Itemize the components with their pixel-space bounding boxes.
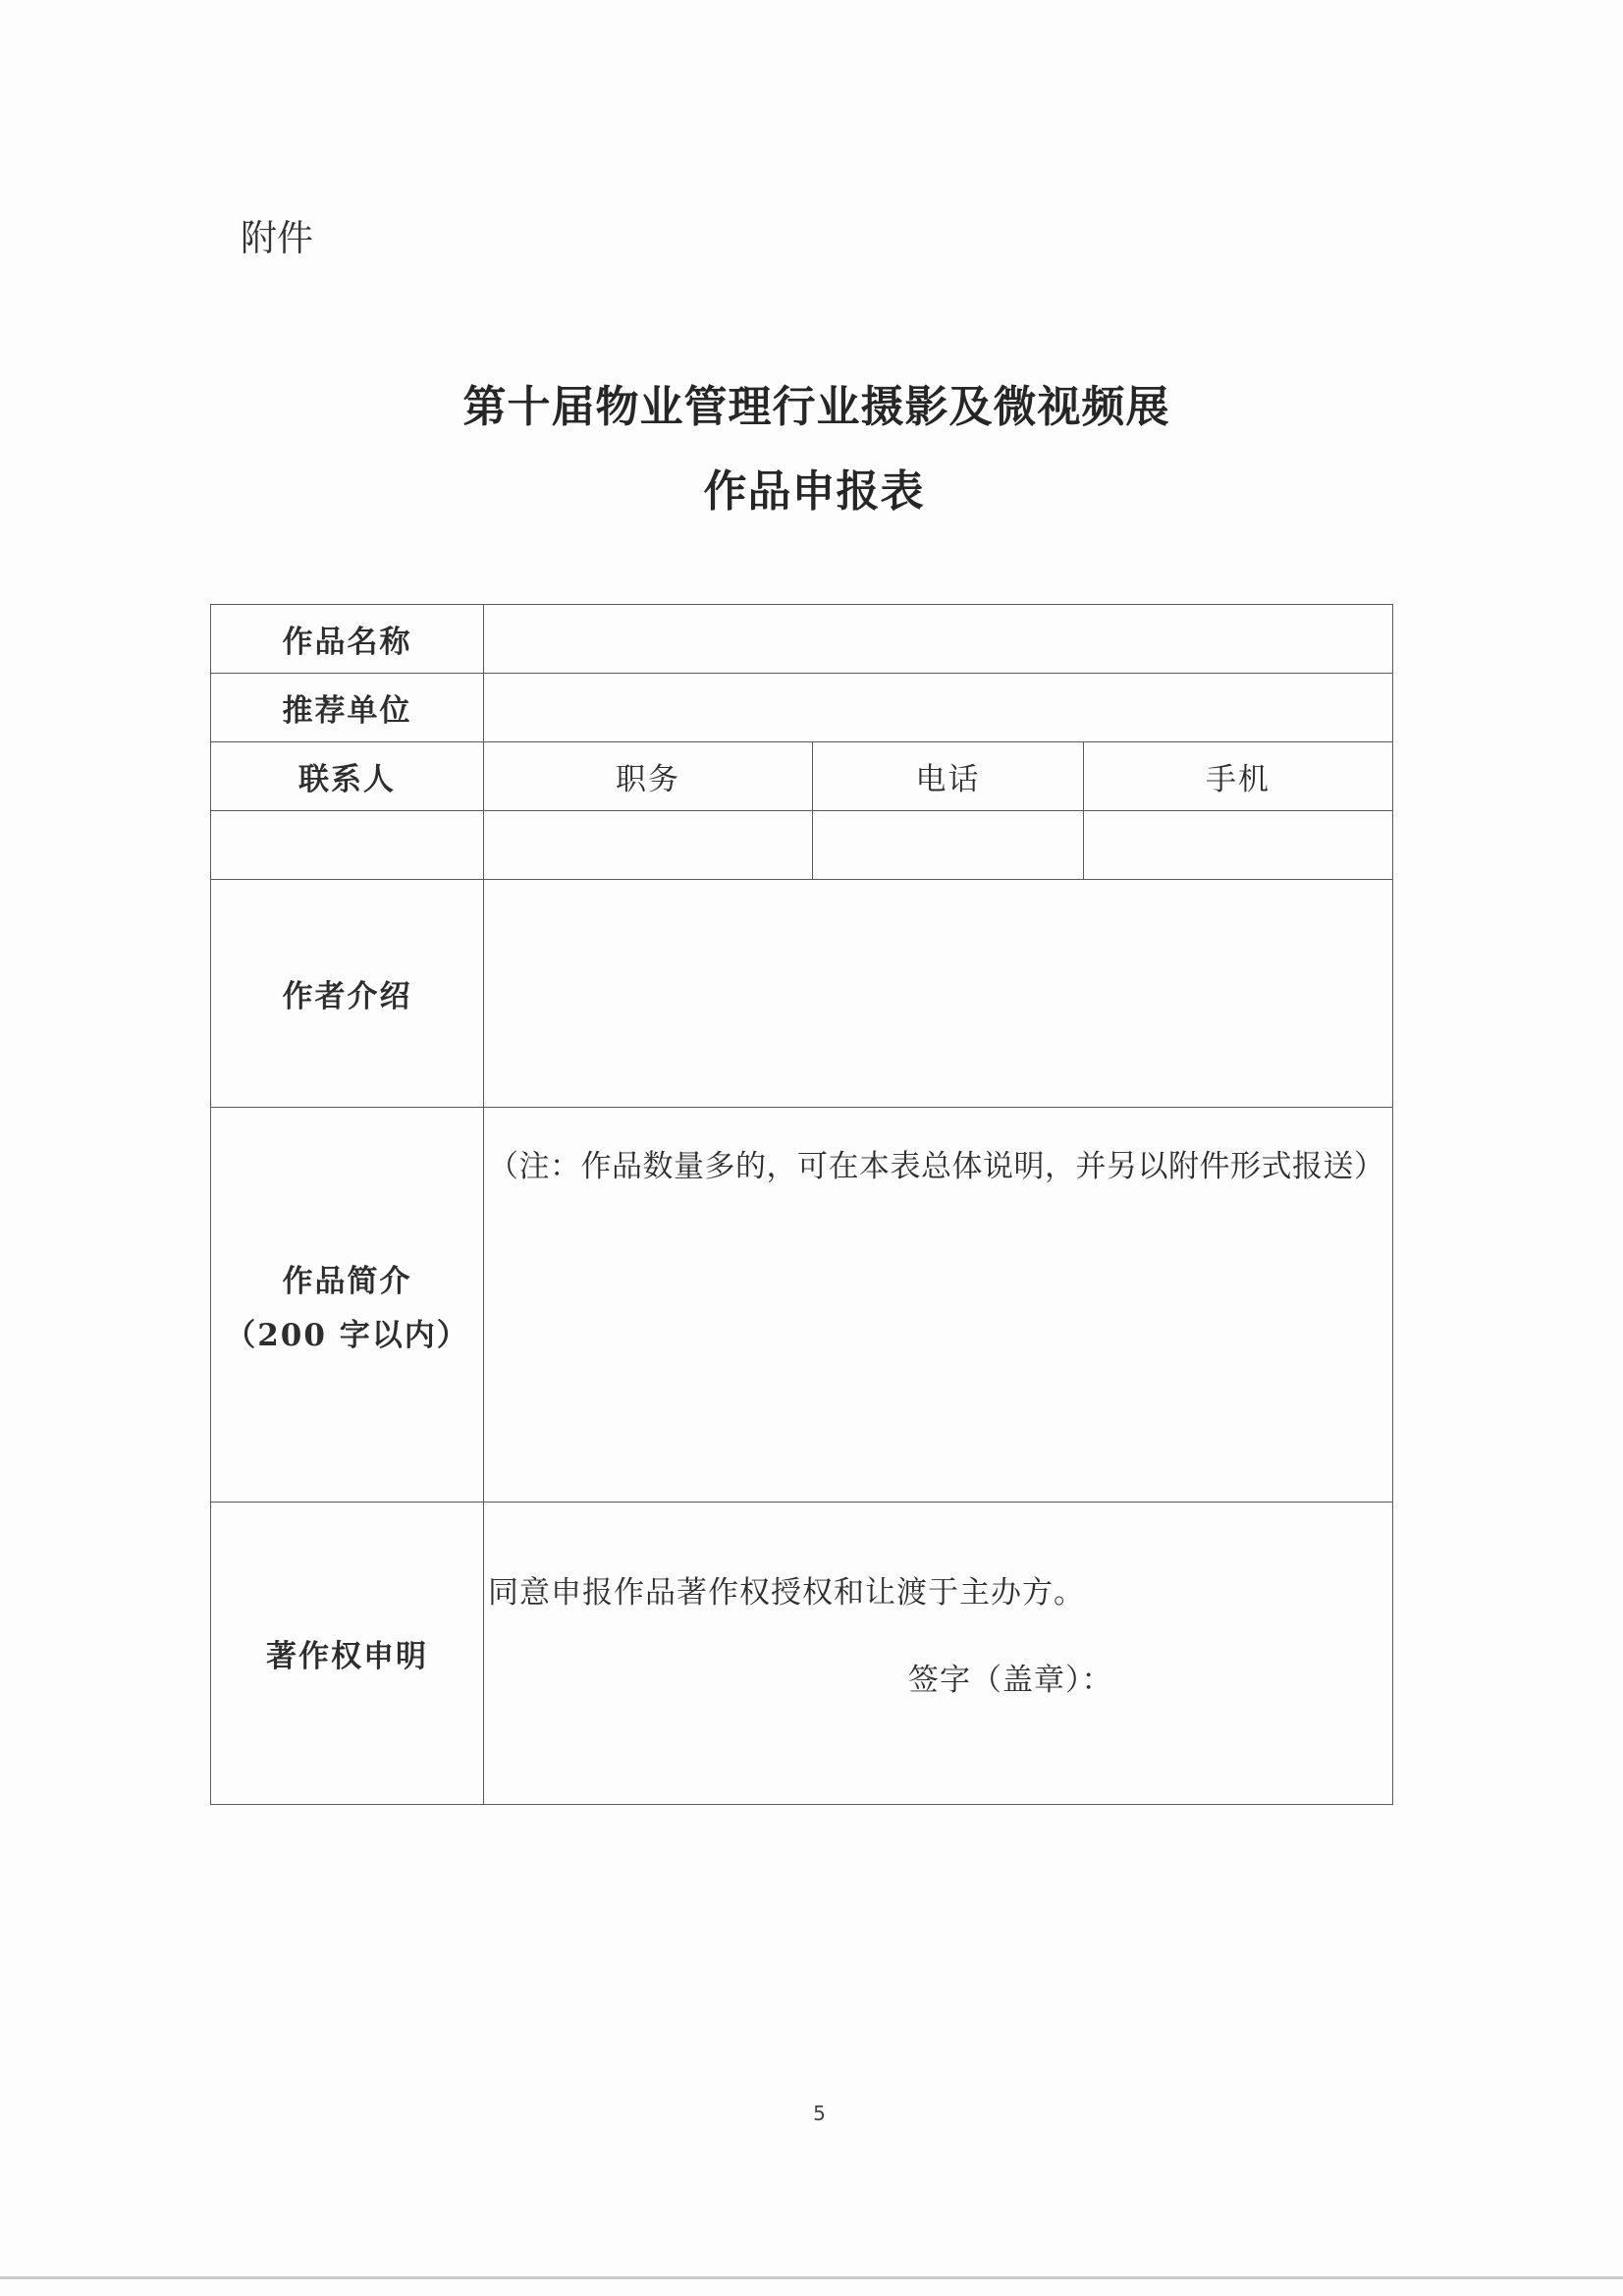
author-intro-label: 作者介绍 <box>211 880 484 1108</box>
application-form-table <box>210 604 1393 1805</box>
contact-person-label: 联系人 <box>211 742 484 811</box>
row-recommending-unit <box>211 674 1393 742</box>
work-name-field[interactable] <box>484 605 1393 674</box>
phone-field[interactable] <box>813 811 1084 880</box>
mobile-field[interactable] <box>1084 811 1393 880</box>
copyright-label: 著作权申明 <box>211 1503 484 1805</box>
row-work-summary <box>211 1108 1393 1503</box>
mobile-label: 手机 <box>1084 742 1393 811</box>
row-author-intro <box>211 880 1393 1108</box>
row-contact-values <box>211 811 1393 880</box>
signature-label: 签字（盖章）： <box>908 1663 1113 1698</box>
recommending-unit-field[interactable] <box>484 674 1393 742</box>
scan-edge-line <box>0 2276 1623 2279</box>
position-label: 职务 <box>484 742 813 811</box>
work-summary-field[interactable] <box>484 1108 1393 1503</box>
copyright-field[interactable] <box>484 1503 1393 1805</box>
row-copyright <box>211 1503 1393 1805</box>
work-summary-label: 作品简介 <box>282 1263 412 1299</box>
row-contact-headers <box>211 742 1393 811</box>
form-title: 第十届物业管理行业摄影及微视频展 <box>462 382 1170 432</box>
copyright-statement: 同意申报作品著作权授权和让渡于主办方。 <box>488 1575 1085 1611</box>
attachment-label: 附件 <box>241 217 313 259</box>
recommending-unit-label: 推荐单位 <box>211 674 484 742</box>
author-intro-field[interactable] <box>484 880 1393 1108</box>
work-summary-sublabel: （200 字以内） <box>225 1317 469 1353</box>
position-field[interactable] <box>484 811 813 880</box>
contact-person-field[interactable] <box>211 811 484 880</box>
form-subtitle: 作品申报表 <box>703 466 925 517</box>
work-name-label: 作品名称 <box>211 605 484 674</box>
phone-label: 电话 <box>813 742 1084 811</box>
work-summary-label-cell <box>211 1108 484 1503</box>
page-number: 5 <box>813 2102 826 2125</box>
work-summary-note: （注：作品数量多的，可在本表总体说明，并另以附件形式报送） <box>488 1149 1385 1184</box>
row-work-name <box>211 605 1393 674</box>
